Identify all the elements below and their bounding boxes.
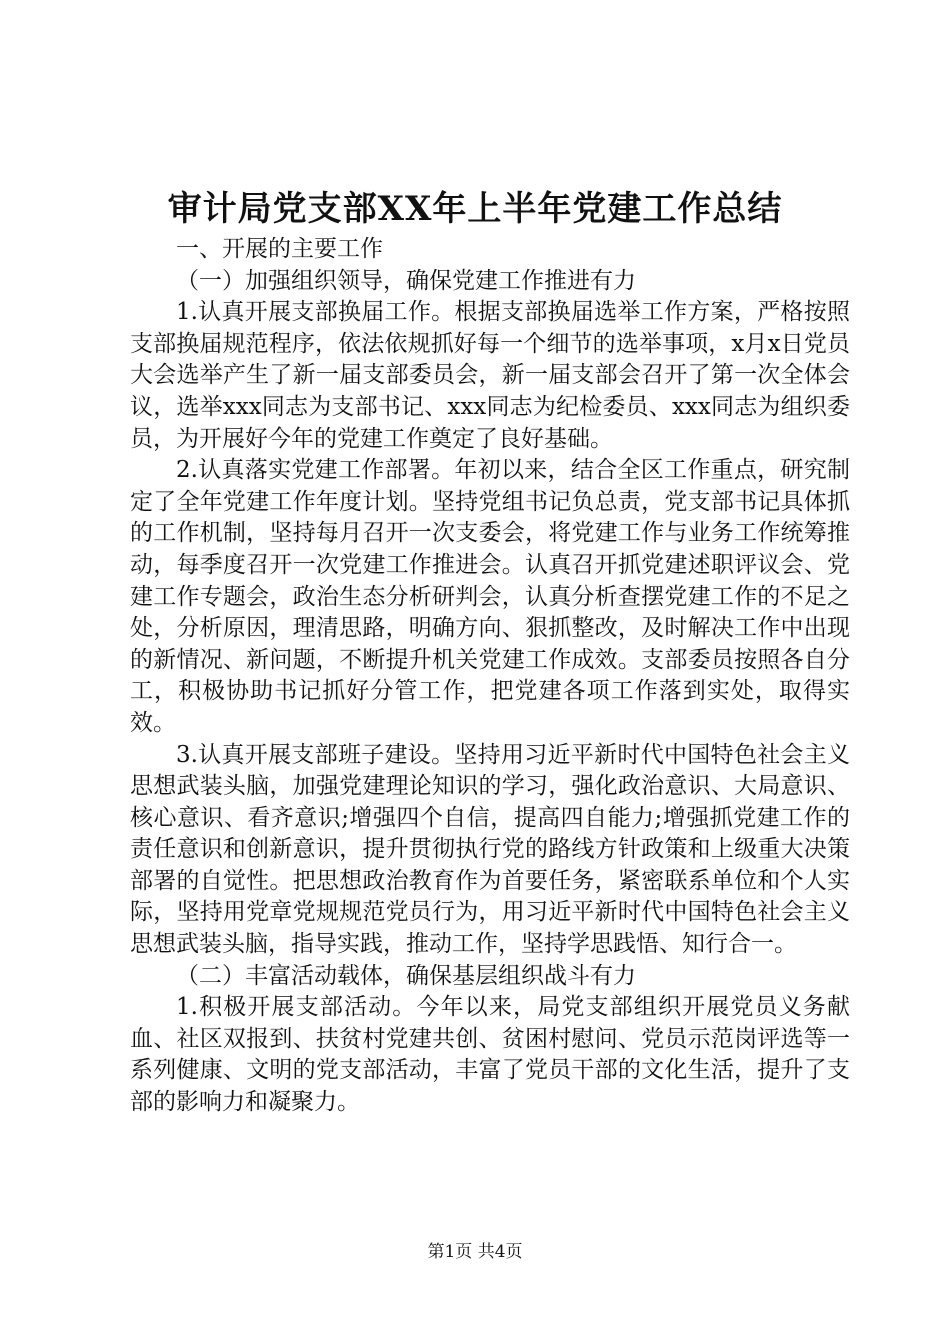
subsection-heading: （一）加强组织领导，确保党建工作推进有力 xyxy=(176,267,636,294)
body-paragraph: 1.积极开展支部活动。今年以来，局党支部组织开展党员义务献血、社区双报到、扶贫村党建共创、贫困村慰问、党员示范岗评选等一系列健康、文明的党支部活动，丰富了党员干部的文化生活，提升了支部的影响力和凝聚力。 xyxy=(130,994,850,1116)
document-title: 审计局党支部XX年上半年党建工作总结 xyxy=(167,189,783,229)
section-heading: 一、开展的主要工作 xyxy=(176,236,383,262)
body-paragraph: 1.认真开展支部换届工作。根据支部换届选举工作方案，严格按照支部换届规范程序，依法依规抓好每一个细节的选举事项，x月x日党员大会选举产生了新一届支部委员会，新一届支部会召开了第一次全体会议，选举xxx同志为支部书记、xxx同志为纪检委员、xxx同志为组织委员，为开展好今年的党建工作奠定了良好基础。 xyxy=(130,299,850,452)
document-body xyxy=(130,234,850,1119)
body-paragraph: 2.认真落实党建工作部署。年初以来，结合全区工作重点，研究制定了全年党建工作年度计划。坚持党组书记负总责，党支部书记具体抓的工作机制，坚持每月召开一次支委会，将党建工作与业务工作统筹推动，每季度召开一次党建工作推进会。认真召开抓党建述职评议会、党建工作专题会，政治生态分析研判会，认真分析查摆党建工作的不足之处，分析原因，理清思路，明确方向、狠抓整改，及时解决工作中出现的新情况、新问题，不断提升机关党建工作成效。支部委员按照各自分工，积极协助书记抓好分管工作，把党建各项工作落到实处，取得实效。 xyxy=(130,457,850,736)
page-number-footer: 第1页 共4页 xyxy=(427,1242,523,1262)
body-paragraph: 3.认真开展支部班子建设。坚持用习近平新时代中国特色社会主义思想武装头脑，加强党建理论知识的学习，强化政治意识、大局意识、核心意识、看齐意识;增强四个自信，提高四自能力;增强抓党建工作的责任意识和创新意识，提升贯彻执行党的路线方针政策和上级重大决策部署的自觉性。把思想政治教育作为首要任务，紧密联系单位和个人实际，坚持用党章党规规范党员行为，用习近平新时代中国特色社会主义思想武装头脑，指导实践，推动工作，坚持学思践悟、知行合一。 xyxy=(130,741,850,958)
subsection-heading: （二）丰富活动载体，确保基层组织战斗有力 xyxy=(176,962,636,989)
